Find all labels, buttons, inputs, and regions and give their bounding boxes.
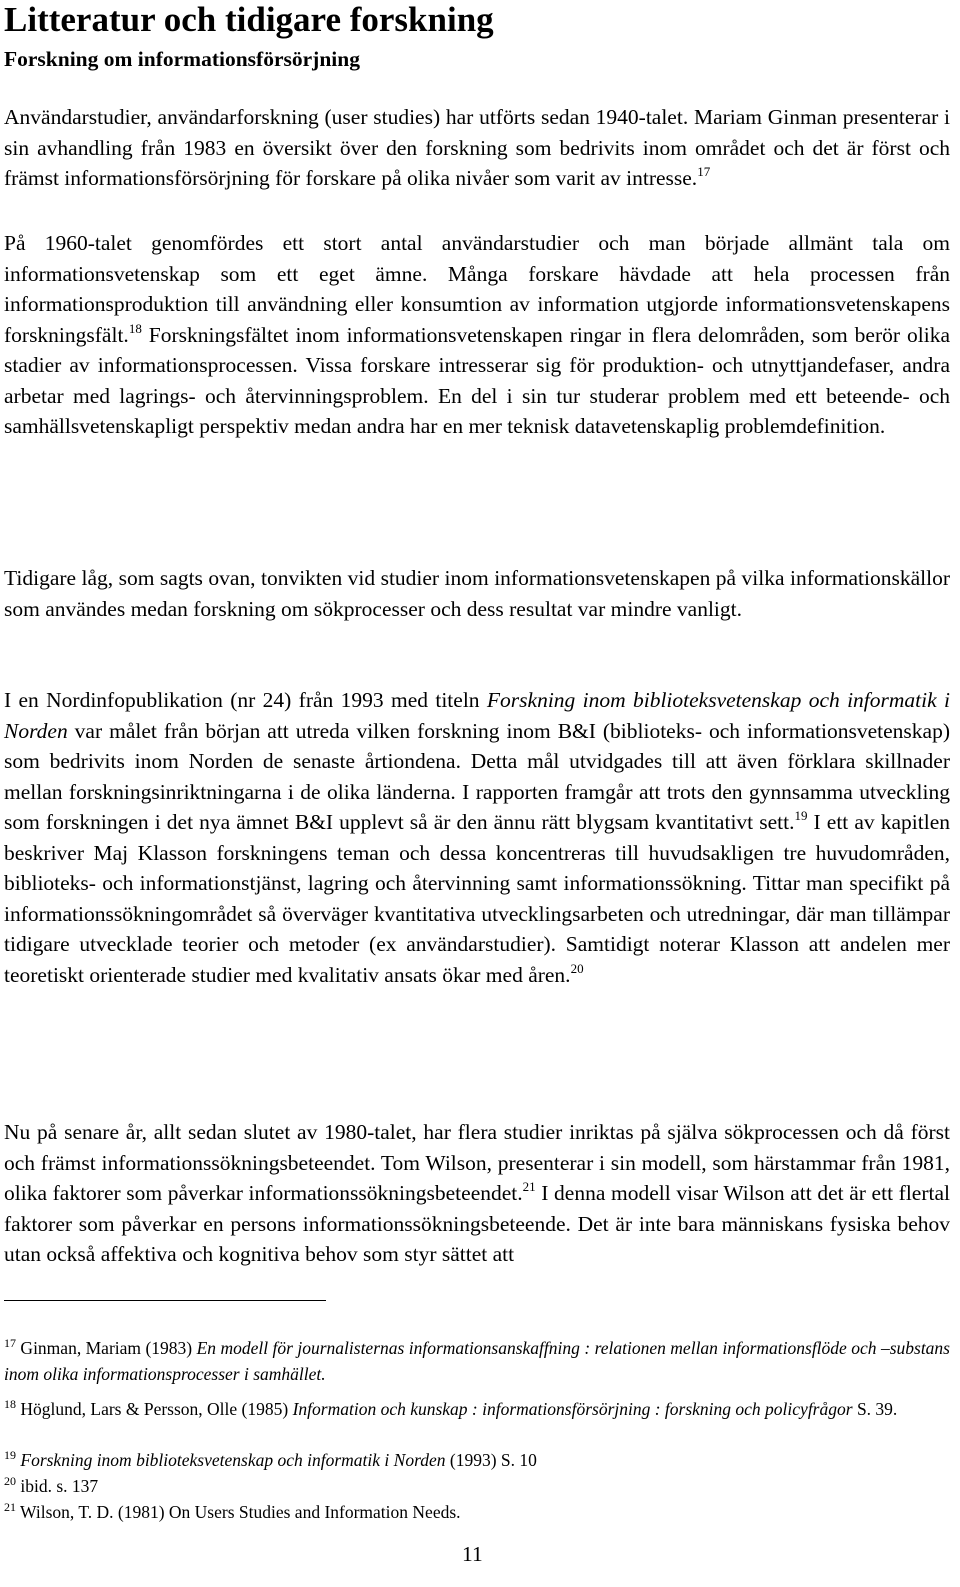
footnote-number: 20 bbox=[4, 1474, 16, 1488]
footnote-title: Forskning inom biblioteksvetenskap och informatik i Norden bbox=[16, 1450, 446, 1470]
section-heading: Litteratur och tidigare forskning bbox=[4, 0, 494, 39]
paragraph-1-text: Användarstudier, användarforskning (user studies) har utförts sedan 1940-talet. Mariam Ginman presenterar i sin avhandling från 1983 en översikt över den forskning som bedrivits inom området och det är först och främst informationsförsörjning för forskare på olika nivåer som varit av intresse. bbox=[4, 105, 950, 190]
footnote-number: 21 bbox=[4, 1500, 16, 1514]
paragraph-3: Tidigare låg, som sagts ovan, tonvikten vid studier inom informationsvetenskapen på vilka informationskällor som användes medan forskning om sökprocesser och dess resultat var mindre vanligt. bbox=[4, 566, 950, 621]
page-number: 11 bbox=[462, 1542, 483, 1566]
paragraph-2-text-b: Forskningsfältet inom informationsvetenskapen ringar in flera delområden, som berör olika stadier av informationsprocessen. Vissa forskare intresserar sig för produktion- och utnyttjandefaser, andra arbetar med lagrings- och återvinningsproblem. En del i sin tur studerar problem med ett beteende- och samhällsvetenskapligt perspektiv medan andra har en mer teknisk datavetenskaplig problemdefinition. bbox=[4, 322, 950, 438]
footnote-text: ibid. s. 137 bbox=[16, 1476, 99, 1496]
paragraph-4-text-b: var målet från början att utreda vilken forskning inom B&I (biblioteks- och informationsvetenskap) som bedrivits inom Norden de senaste årtiondena. Detta mål utvidgades till att även förklara skillnader mellan forskningsinriktningarna i de olika länderna. I rapporten framgår att trots den gynnsamma utveckling som forskningen i det nya ämnet B&I upplevt så är den ännu rätt blygsam kvantitativt sett. bbox=[4, 718, 950, 834]
footnote-separator bbox=[4, 1300, 326, 1301]
footnote-text: Wilson, T. D. (1981) On Users Studies and Information Needs. bbox=[16, 1502, 461, 1522]
footnote-text: Höglund, Lars & Persson, Olle (1985) bbox=[16, 1399, 293, 1419]
footnote-text: (1993) S. 10 bbox=[445, 1450, 537, 1470]
footnote-ref-17[interactable]: 17 bbox=[697, 164, 711, 179]
footnote-21 bbox=[4, 1500, 950, 1526]
paragraph-2 bbox=[4, 228, 950, 442]
footnote-text: Ginman, Mariam (1983) bbox=[16, 1338, 197, 1358]
paragraph-2-text-a: På 1960-talet genomfördes ett stort antal användarstudier och man började allmänt tala om informationsvetenskap som ett eget ämne. Många forskare hävdade att hela processen från informationsproduktion till användning eller konsumtion av information utgjorde informationsvetenskapens forskningsfält. bbox=[4, 231, 950, 347]
paragraph-1 bbox=[4, 102, 950, 194]
footnote-number: 19 bbox=[4, 1448, 16, 1462]
paragraph-5-text-b: I denna modell visar Wilson att det är ett flertal faktorer som påverkar en persons informationssökningsbeteende. Det är inte bara människans fysiska behov utan också affektiva och kognitiva behov som styr sättet att bbox=[4, 1181, 950, 1266]
publication-title: Forskning inom biblioteksvetenskap och informatik i Norden bbox=[4, 688, 950, 743]
footnote-title: En modell för journalisternas informationsanskaffning : relationen mellan informationsflöde och –substans inom olika informationsprocesser i samhället. bbox=[4, 1338, 950, 1384]
paragraph-5 bbox=[4, 1117, 950, 1270]
footnote-20 bbox=[4, 1474, 950, 1500]
footnote-number: 18 bbox=[4, 1397, 16, 1411]
footnote-19 bbox=[4, 1448, 950, 1474]
paragraph-4-text-c: I ett av kapitlen beskriver Maj Klasson forskningens teman och dessa koncentreras till huvudsakligen tre huvudområden, biblioteks- och informationstjänst, lagring och återvinning samt informationssökning. Tittar man specifikt på informationssökningområdet så överväger kvantitativa utvecklingsarbeten och utredningar, där man tillämpar tidigare utvecklade teorier och metoder (ex användarstudier). Samtidigt noterar Klasson att andelen mer teoretiskt orienterade studier med kvalitativ ansats ökar med åren. bbox=[4, 810, 950, 987]
footnote-title: Information och kunskap : informationsförsörjning : forskning och policyfrågor bbox=[292, 1399, 853, 1419]
footnote-ref-20[interactable]: 20 bbox=[570, 960, 584, 976]
subsection-heading: Forskning om informationsförsörjning bbox=[4, 47, 360, 71]
footnote-number: 17 bbox=[4, 1336, 16, 1350]
paragraph-4-text-a: I en Nordinfopublikation (nr 24) från 1993 med titeln bbox=[4, 688, 487, 712]
paragraph-5-text-a: Nu på senare år, allt sedan slutet av 1980-talet, har flera studier inriktas på själva sökprocessen och då först och främst informationssökningsbeteendet. Tom Wilson, presenterar i sin modell, som härstammar från 1981, olika faktorer som påverkar informationssökningsbeteendet. bbox=[4, 1120, 950, 1205]
footnote-18 bbox=[4, 1397, 950, 1423]
footnote-ref-18[interactable]: 18 bbox=[128, 320, 142, 336]
footnote-ref-21[interactable]: 21 bbox=[522, 1179, 536, 1194]
footnote-ref-19[interactable]: 19 bbox=[794, 808, 808, 823]
paragraph-4 bbox=[4, 685, 950, 990]
footnote-17 bbox=[4, 1336, 950, 1387]
footnote-text: S. 39. bbox=[852, 1399, 898, 1419]
